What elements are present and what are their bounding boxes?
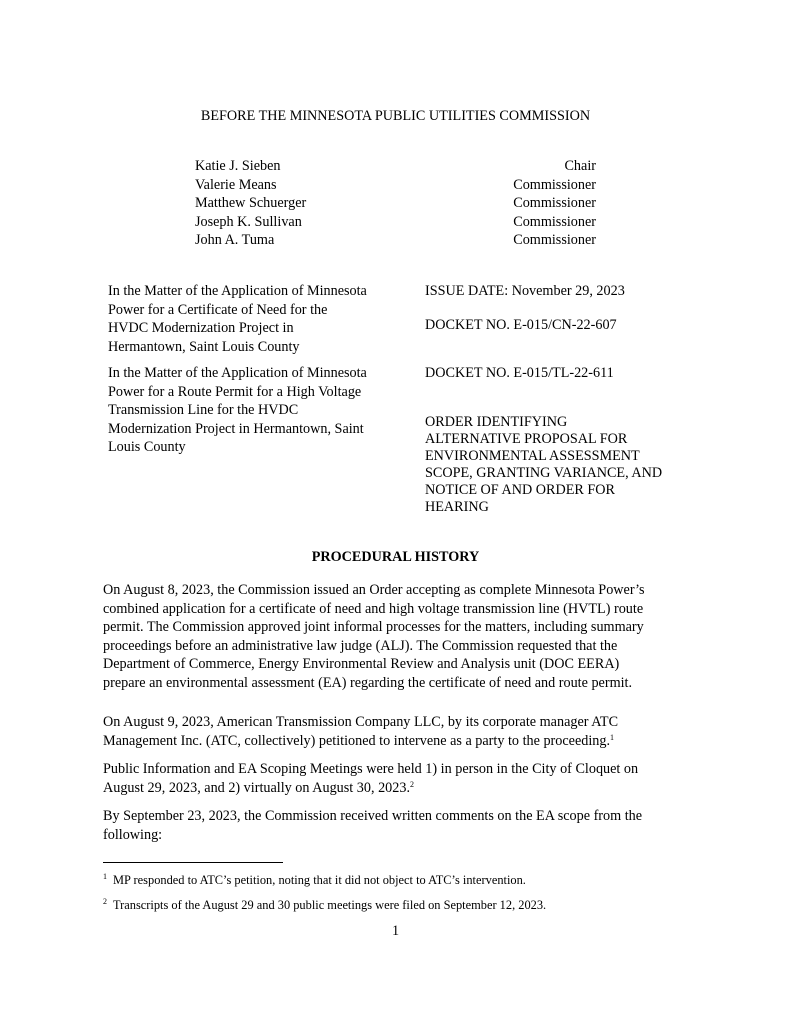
footnote-ref: 1: [610, 732, 615, 742]
caption-line: In the Matter of the Application of Minnesota: [108, 283, 367, 299]
order-title-line: HEARING: [425, 499, 489, 515]
footnote-text: MP responded to ATC’s petition, noting that it did not object to ATC’s intervention.: [113, 873, 526, 887]
paragraph-line: Public Information and EA Scoping Meetings were held 1) in person in the City of Cloquet on: [103, 761, 639, 777]
commissioner-names: [195, 157, 306, 250]
footnote: [103, 872, 526, 888]
paragraph-line: prepare an environmental assessment (EA) regarding the certificate of need and route permit.: [103, 674, 633, 691]
paragraph-line: By September 23, 2023, the Commission received written comments on the EA scope from the: [103, 808, 643, 824]
footnote-number: 2: [103, 897, 107, 906]
paragraph-line: Department of Commerce, Energy Environmental Review and Analysis unit (DOC EERA): [103, 656, 620, 672]
paragraph-text: Management Inc. (ATC, collectively) petitioned to intervene as a party to the proceeding.: [103, 732, 611, 749]
paragraph-written-comments: [103, 807, 703, 844]
commissioner-role: Commissioner: [513, 232, 596, 248]
order-title: [425, 413, 705, 517]
paragraph-line: On August 8, 2023, the Commission issued an Order accepting as complete Minnesota Power’s: [103, 582, 645, 598]
footnote-text: Transcripts of the August 29 and 30 public meetings were filed on September 12, 2023.: [113, 898, 547, 912]
footnote-number: 1: [103, 872, 107, 881]
commissioner-role: Commissioner: [513, 213, 596, 230]
paragraph-atc-intervention: [103, 713, 703, 750]
order-title-line: ORDER IDENTIFYING: [425, 414, 568, 430]
caption-line: Louis County: [108, 439, 186, 455]
issue-date: ISSUE DATE: November 29, 2023: [425, 283, 625, 299]
paragraph-line: following:: [103, 826, 163, 843]
commissioner-role: Chair: [564, 158, 596, 174]
caption-line: Transmission Line for the HVDC: [108, 402, 299, 418]
order-title-line: NOTICE OF AND ORDER FOR: [425, 482, 615, 498]
matter-caption-certificate-of-need: [108, 282, 408, 356]
paragraph-order-acceptance: [103, 581, 703, 692]
order-title-line: ENVIRONMENTAL ASSESSMENT: [425, 448, 640, 464]
commissioner-role: Commissioner: [513, 176, 596, 193]
commissioner-name: Joseph K. Sullivan: [195, 213, 302, 230]
caption-line: HVDC Modernization Project in: [108, 320, 294, 336]
docket-number-cn: DOCKET NO. E-015/CN-22-607: [425, 317, 617, 333]
paragraph-line: permit. The Commission approved joint informal processes for the matters, including summary: [103, 619, 644, 635]
paragraph-line: proceedings before an administrative law judge (ALJ). The Commission requested that the: [103, 637, 618, 654]
section-heading: PROCEDURAL HISTORY: [311, 549, 480, 565]
paragraph-line: combined application for a certificate of need and high voltage transmission line (HVTL) route: [103, 600, 644, 617]
commissioner-role: Commissioner: [513, 195, 596, 211]
caption-line: In the Matter of the Application of Minnesota: [108, 365, 367, 381]
caption-line: Hermantown, Saint Louis County: [108, 338, 300, 355]
commissioner-name: Valerie Means: [195, 176, 277, 193]
matter-caption-route-permit: [108, 364, 408, 457]
paragraph-scoping-meetings: [103, 760, 703, 797]
caption-line: Modernization Project in Hermantown, Saint: [108, 420, 364, 437]
footnote-ref: 2: [410, 779, 414, 789]
order-title-line: ALTERNATIVE PROPOSAL FOR: [425, 431, 628, 447]
page-number: 1: [391, 923, 400, 939]
paragraph-text: August 29, 2023, and 2) virtually on August 30, 2023.: [103, 779, 410, 796]
docket-number-tl: DOCKET NO. E-015/TL-22-611: [425, 365, 614, 381]
document-header: BEFORE THE MINNESOTA PUBLIC UTILITIES COMMISSION: [200, 108, 591, 124]
paragraph-line: [103, 732, 703, 751]
commissioner-name: Katie J. Sieben: [195, 158, 281, 174]
footnote-separator: [103, 862, 283, 863]
footnote: [103, 897, 546, 913]
paragraph-line: [103, 779, 703, 798]
commissioner-name: John A. Tuma: [195, 232, 275, 248]
caption-line: Power for a Route Permit for a High Voltage: [108, 383, 362, 400]
paragraph-line: On August 9, 2023, American Transmission Company LLC, by its corporate manager ATC: [103, 714, 619, 730]
commissioner-name: Matthew Schuerger: [195, 195, 307, 211]
order-title-line: SCOPE, GRANTING VARIANCE, AND: [425, 465, 663, 481]
caption-line: Power for a Certificate of Need for the: [108, 301, 328, 318]
commissioner-roles: [480, 157, 596, 250]
